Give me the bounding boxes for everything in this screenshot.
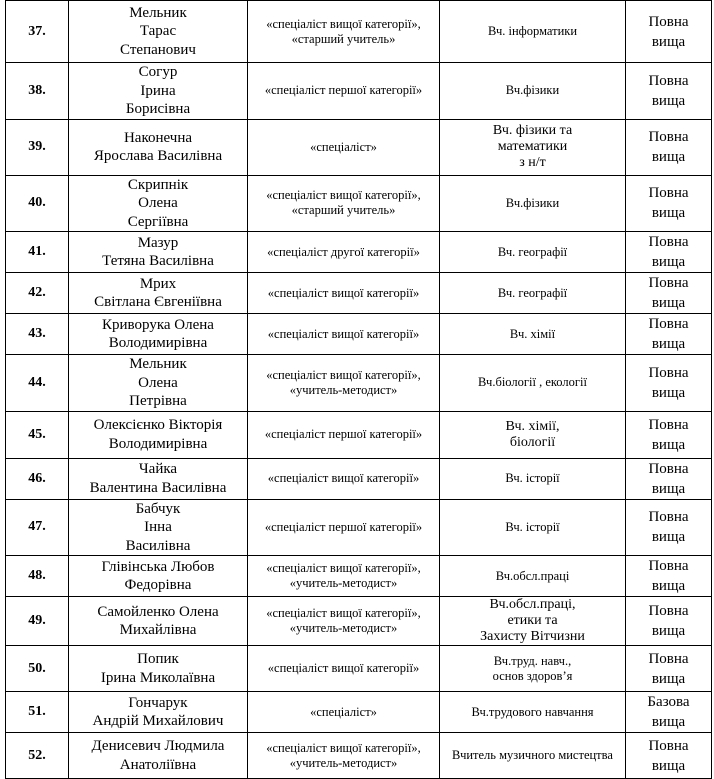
row-number: 49. [6, 597, 69, 646]
subject-taught-line: Вч. географії [497, 285, 568, 300]
education-level [626, 597, 712, 646]
education-level [626, 63, 712, 120]
row-number: 46. [6, 458, 69, 499]
teacher-name-line: Василівна [125, 537, 191, 554]
teacher-name-line: Чайка [138, 461, 178, 477]
teacher-name [69, 273, 248, 314]
qualification-category [248, 692, 440, 733]
table-row [6, 119, 712, 175]
table-row [6, 458, 712, 499]
subject-taught [440, 458, 626, 499]
education-level-line: вища [651, 436, 686, 453]
teacher-name [69, 314, 248, 355]
subject-taught [440, 499, 626, 556]
education-level-line: Повна [648, 737, 689, 754]
row-number: 48. [6, 556, 69, 597]
subject-taught [440, 597, 626, 646]
education-level-line: вища [651, 295, 686, 311]
subject-taught-line: Вчитель музичного мистецтва [452, 748, 613, 762]
qualification-category-line: «спеціаліст вищої категорії», [266, 16, 421, 31]
qualification-category-line: «спеціаліст вищої категорії» [267, 285, 420, 300]
qualification-category-line: «учитель-методист» [289, 382, 398, 397]
education-level-line: вища [651, 670, 686, 687]
row-number: 39. [6, 119, 69, 175]
teacher-name-line: Сергіївна [127, 213, 189, 230]
education-level [626, 499, 712, 556]
subject-taught-line: Вч.біології , екології [478, 375, 587, 390]
teacher-name-line: Согур [138, 64, 178, 80]
qualification-category-line: «спеціаліст першої категорії» [264, 427, 423, 441]
education-level-line: вища [651, 578, 686, 594]
education-level-line: вища [651, 205, 686, 222]
staff-table [5, 0, 712, 779]
education-level-line: Повна [648, 558, 689, 574]
staff-list-page [5, 0, 711, 779]
education-level-line: вища [651, 757, 686, 774]
education-level-line: Базова [647, 694, 690, 710]
subject-taught-line: Вч.трудового навчання [471, 704, 594, 719]
subject-taught-line: Вч. фізики та [492, 123, 573, 138]
teacher-name-line: Тарас [139, 23, 177, 40]
qualification-category-line: «спеціаліст вищої категорії» [267, 661, 420, 675]
education-level-line: вища [651, 384, 686, 401]
qualification-category-line: «спеціаліст вищої категорії», [266, 188, 421, 203]
education-level-line: вища [651, 254, 686, 270]
teacher-name-line: Глівінська Любов [101, 558, 215, 575]
subject-taught-line: біології [509, 434, 556, 450]
teacher-name-line: Анатоліївна [119, 756, 197, 773]
education-level-line: вища [651, 33, 686, 50]
education-level-line: Повна [648, 185, 689, 202]
row-number: 50. [6, 646, 69, 692]
education-level [626, 646, 712, 692]
row-number: 42. [6, 273, 69, 314]
subject-taught-line: Вч. інформатики [487, 24, 578, 38]
row-number: 43. [6, 314, 69, 355]
row-number: 45. [6, 411, 69, 458]
teacher-name [69, 458, 248, 499]
subject-taught-line: Захисту Вітчизни [480, 629, 585, 644]
subject-taught [440, 119, 626, 175]
qualification-category [248, 355, 440, 412]
row-number: 44. [6, 355, 69, 412]
qualification-category-line: «спеціаліст вищої категорії» [267, 326, 420, 341]
teacher-name-line: Володимирівна [108, 435, 208, 452]
subject-taught [440, 411, 626, 458]
subject-taught-line: Вч. хімії [509, 326, 556, 341]
row-number: 38. [6, 63, 69, 120]
qualification-category [248, 411, 440, 458]
qualification-category [248, 273, 440, 314]
teacher-name-line: Мазур [137, 234, 179, 251]
teacher-name-line: Світлана Євгеніївна [94, 294, 222, 310]
qualification-category-line: «спеціаліст першої категорії» [264, 519, 423, 534]
teacher-name-line: Наконечна [123, 129, 193, 146]
teacher-name [69, 597, 248, 646]
teacher-name-line: Попик [137, 651, 179, 667]
education-level-line: вища [651, 336, 686, 352]
subject-taught [440, 273, 626, 314]
education-level [626, 314, 712, 355]
row-number: 40. [6, 175, 69, 232]
row-number: 41. [6, 232, 69, 273]
table-row [6, 314, 712, 355]
subject-taught [440, 646, 626, 692]
teacher-name [69, 232, 248, 273]
education-level [626, 411, 712, 458]
qualification-category-line: «спеціаліст вищої категорії» [267, 471, 420, 485]
subject-taught-line: математики [497, 139, 568, 154]
table-row [6, 273, 712, 314]
teacher-name-line: Тетяна Василівна [102, 253, 214, 269]
education-level [626, 1, 712, 63]
teacher-name-line: Олексієнко Вікторія [93, 417, 223, 433]
subject-taught [440, 556, 626, 597]
teacher-name [69, 1, 248, 63]
qualification-category [248, 556, 440, 597]
qualification-category-line: «учитель-методист» [289, 755, 398, 770]
qualification-category [248, 499, 440, 556]
teacher-name [69, 119, 248, 175]
table-row [6, 597, 712, 646]
subject-taught-line: з н/т [519, 155, 546, 170]
subject-taught [440, 63, 626, 120]
subject-taught [440, 692, 626, 733]
qualification-category-line: «учитель-методист» [289, 621, 398, 635]
education-level-line: Повна [648, 275, 689, 291]
education-level [626, 556, 712, 597]
education-level-line: Повна [648, 72, 689, 89]
subject-taught [440, 232, 626, 273]
subject-taught [440, 355, 626, 412]
education-level-line: Повна [648, 603, 689, 619]
teacher-name-line: Борисівна [125, 101, 191, 117]
subject-taught-line: Вч.обсл.праці [495, 568, 570, 583]
education-level [626, 458, 712, 499]
qualification-category [248, 175, 440, 232]
row-number: 47. [6, 499, 69, 556]
teacher-name-line: Гончарук [128, 694, 188, 711]
qualification-category [248, 458, 440, 499]
teacher-name-line: Ірина Миколаївна [100, 669, 216, 686]
education-level [626, 232, 712, 273]
education-level-line: вища [651, 529, 686, 546]
education-level-line: вища [651, 623, 686, 639]
table-row [6, 355, 712, 412]
teacher-name-line: Самойленко Олена [97, 603, 219, 620]
education-level [626, 273, 712, 314]
teacher-name-line: Інна [144, 519, 172, 535]
subject-taught [440, 314, 626, 355]
table-row [6, 692, 712, 733]
education-level [626, 692, 712, 733]
education-level-line: вища [651, 714, 686, 730]
subject-taught-line: Вч.обсл.праці, [489, 597, 576, 612]
teacher-name-line: Ірина [140, 82, 176, 99]
teacher-name-line: Ярослава Василівна [93, 148, 223, 164]
teacher-name [69, 63, 248, 120]
staff-table-body [6, 1, 712, 779]
education-level-line: Повна [648, 129, 689, 145]
education-level-line: Повна [648, 460, 689, 477]
qualification-category [248, 1, 440, 63]
education-level-line: Повна [648, 364, 689, 381]
table-row [6, 499, 712, 556]
teacher-name-line: Федорівна [124, 577, 192, 593]
education-level-line: вища [651, 149, 686, 165]
teacher-name-line: Мельник [129, 4, 187, 21]
qualification-category [248, 646, 440, 692]
subject-taught-line: Вч. географії [497, 244, 568, 259]
qualification-category-line: «спеціаліст вищої категорії», [266, 367, 421, 382]
qualification-category [248, 119, 440, 175]
teacher-name-line: Олена [138, 195, 178, 211]
qualification-category-line: «старший учитель» [291, 203, 396, 218]
subject-taught-line: Вч. хімії, [505, 418, 560, 434]
teacher-name-line: Бабчук [135, 500, 181, 517]
subject-taught [440, 1, 626, 63]
education-level [626, 175, 712, 232]
table-row [6, 175, 712, 232]
education-level-line: вища [651, 92, 686, 109]
row-number: 52. [6, 733, 69, 779]
qualification-category-line: «спеціаліст першої категорії» [264, 83, 423, 98]
education-level-line: Повна [648, 650, 689, 667]
teacher-name-line: Михайлівна [119, 622, 197, 638]
subject-taught-line: Вч.труд. навч., [493, 653, 572, 668]
table-row [6, 63, 712, 120]
teacher-name-line: Мрих [139, 275, 177, 292]
row-number: 51. [6, 692, 69, 733]
teacher-name-line: Олена [138, 374, 178, 391]
qualification-category-line: «спеціаліст вищої категорії», [266, 561, 421, 575]
education-level [626, 119, 712, 175]
qualification-category [248, 63, 440, 120]
teacher-name-line: Володимирівна [108, 335, 208, 351]
table-row [6, 646, 712, 692]
subject-taught-line: етики та [507, 613, 558, 628]
subject-taught-line: основ здоров’я [492, 668, 573, 683]
subject-taught [440, 175, 626, 232]
qualification-category-line: «спеціаліст» [310, 704, 377, 719]
qualification-category-line: «спеціаліст» [310, 139, 377, 154]
subject-taught-line: Вч.фізики [505, 195, 560, 210]
table-row [6, 411, 712, 458]
teacher-name-line: Криворука Олена [102, 316, 214, 333]
qualification-category [248, 232, 440, 273]
teacher-name-line: Скрипнік [127, 176, 189, 193]
teacher-name-line: Денисевич Людмила [91, 738, 225, 754]
qualification-category-line: «спеціаліст вищої категорії», [266, 606, 421, 620]
teacher-name [69, 499, 248, 556]
teacher-name [69, 175, 248, 232]
education-level-line: Повна [648, 316, 689, 332]
teacher-name-line: Степанович [120, 41, 196, 58]
table-row [6, 556, 712, 597]
qualification-category-line: «учитель-методист» [289, 576, 398, 590]
qualification-category [248, 597, 440, 646]
teacher-name-line: Андрій Михайлович [92, 713, 224, 729]
teacher-name [69, 646, 248, 692]
teacher-name [69, 411, 248, 458]
teacher-name-line: Валентина Василівна [89, 479, 227, 496]
education-level-line: Повна [648, 416, 689, 433]
qualification-category-line: «спеціаліст другої категорії» [267, 244, 420, 259]
subject-taught-line: Вч. історії [505, 519, 560, 534]
subject-taught-line: Вч.фізики [505, 83, 560, 98]
education-level-line: Повна [648, 13, 689, 30]
teacher-name [69, 355, 248, 412]
row-number: 37. [6, 1, 69, 63]
qualification-category-line: «старший учитель» [291, 31, 396, 46]
education-level-line: вища [651, 480, 686, 497]
teacher-name [69, 556, 248, 597]
qualification-category [248, 314, 440, 355]
table-row [6, 1, 712, 63]
teacher-name-line: Мельник [129, 356, 187, 372]
teacher-name-line: Петрівна [129, 393, 187, 409]
education-level [626, 355, 712, 412]
education-level-line: Повна [648, 509, 689, 526]
qualification-category-line: «спеціаліст вищої категорії», [266, 740, 421, 755]
table-row [6, 232, 712, 273]
subject-taught-line: Вч. історії [505, 471, 560, 485]
teacher-name [69, 692, 248, 733]
education-level-line: Повна [648, 234, 689, 250]
